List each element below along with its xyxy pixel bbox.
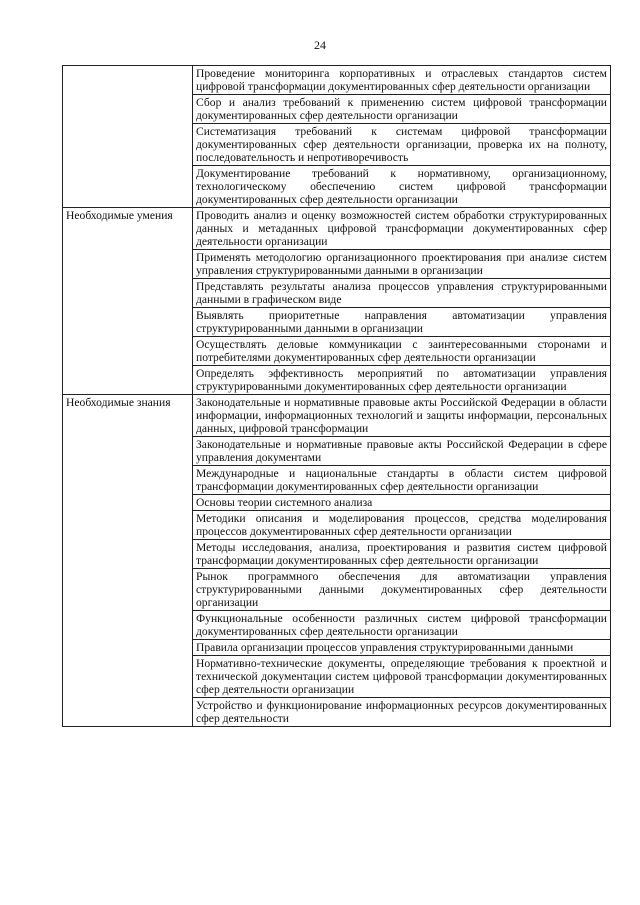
list-item: Правила организации процессов управления структурированными данными: [193, 640, 611, 656]
table-row: [63, 208, 611, 250]
list-item: Проводить анализ и оценку возможностей систем обработки структурированных данных и метаданных цифровой трансформации документированных сфер деятельности организации: [193, 208, 611, 250]
page-number: 24: [314, 38, 326, 52]
list-item: Осуществлять деловые коммуникации с заинтересованными сторонами и потребителями документированных сфер деятельности организации: [193, 337, 611, 366]
list-item: Международные и национальные стандарты в области систем цифровой трансформации документированных сфер деятельности организации: [193, 466, 611, 495]
table-row: [63, 395, 611, 437]
list-item: Применять методологию организационного проектирования при анализе систем управления структурированными данными в организации: [193, 250, 611, 279]
list-item: Законодательные и нормативные правовые акты Российской Федерации в сфере управления документами: [193, 437, 611, 466]
list-item: Выявлять приоритетные направления автоматизации управления структурированными данными в организации: [193, 308, 611, 337]
table-row: [63, 66, 611, 95]
list-item: Функциональные особенности различных систем цифровой трансформации документированных сфер деятельности организации: [193, 611, 611, 640]
list-item: Методы исследования, анализа, проектирования и развития систем цифровой трансформации документированных сфер деятельности организации: [193, 540, 611, 569]
section-label: [63, 66, 193, 208]
list-item: Нормативно-технические документы, определяющие требования к проектной и технической документации систем цифровой трансформации документированных сфер деятельности организации: [193, 656, 611, 698]
list-item: Законодательные и нормативные правовые акты Российской Федерации в области информации, информационных технологий и защиты информации, персональных данных, цифровой трансформации: [193, 395, 611, 437]
section-label-knowledge: Необходимые знания: [63, 395, 193, 727]
section-label-skills: Необходимые умения: [63, 208, 193, 395]
list-item: Систематизация требований к системам цифровой трансформации документированных сфер деятельности организации, проверка их на полноту, последовательность и непротиворечивость: [193, 124, 611, 166]
list-item: Представлять результаты анализа процессов управления структурированными данными в графическом виде: [193, 279, 611, 308]
list-item: Методики описания и моделирования процессов, средства моделирования процессов документированных сфер деятельности организации: [193, 511, 611, 540]
list-item: Рынок программного обеспечения для автоматизации управления структурированными данными документированных сфер деятельности организации: [193, 569, 611, 611]
list-item: Устройство и функционирование информационных ресурсов документированных сфер деятельности: [193, 698, 611, 727]
list-item: Проведение мониторинга корпоративных и отраслевых стандартов систем цифровой трансформации документированных сфер деятельности организации: [193, 66, 611, 95]
requirements-table: [62, 65, 611, 727]
list-item: Основы теории системного анализа: [193, 495, 611, 511]
list-item: Документирование требований к нормативному, организационному, технологическому обеспечению систем цифровой трансформации документированных сфер деятельности организации: [193, 166, 611, 208]
list-item: Определять эффективность мероприятий по автоматизации управления структурированными документированных сфер деятельности организации: [193, 366, 611, 395]
list-item: Сбор и анализ требований к применению систем цифровой трансформации документированных сфер деятельности организации: [193, 95, 611, 124]
